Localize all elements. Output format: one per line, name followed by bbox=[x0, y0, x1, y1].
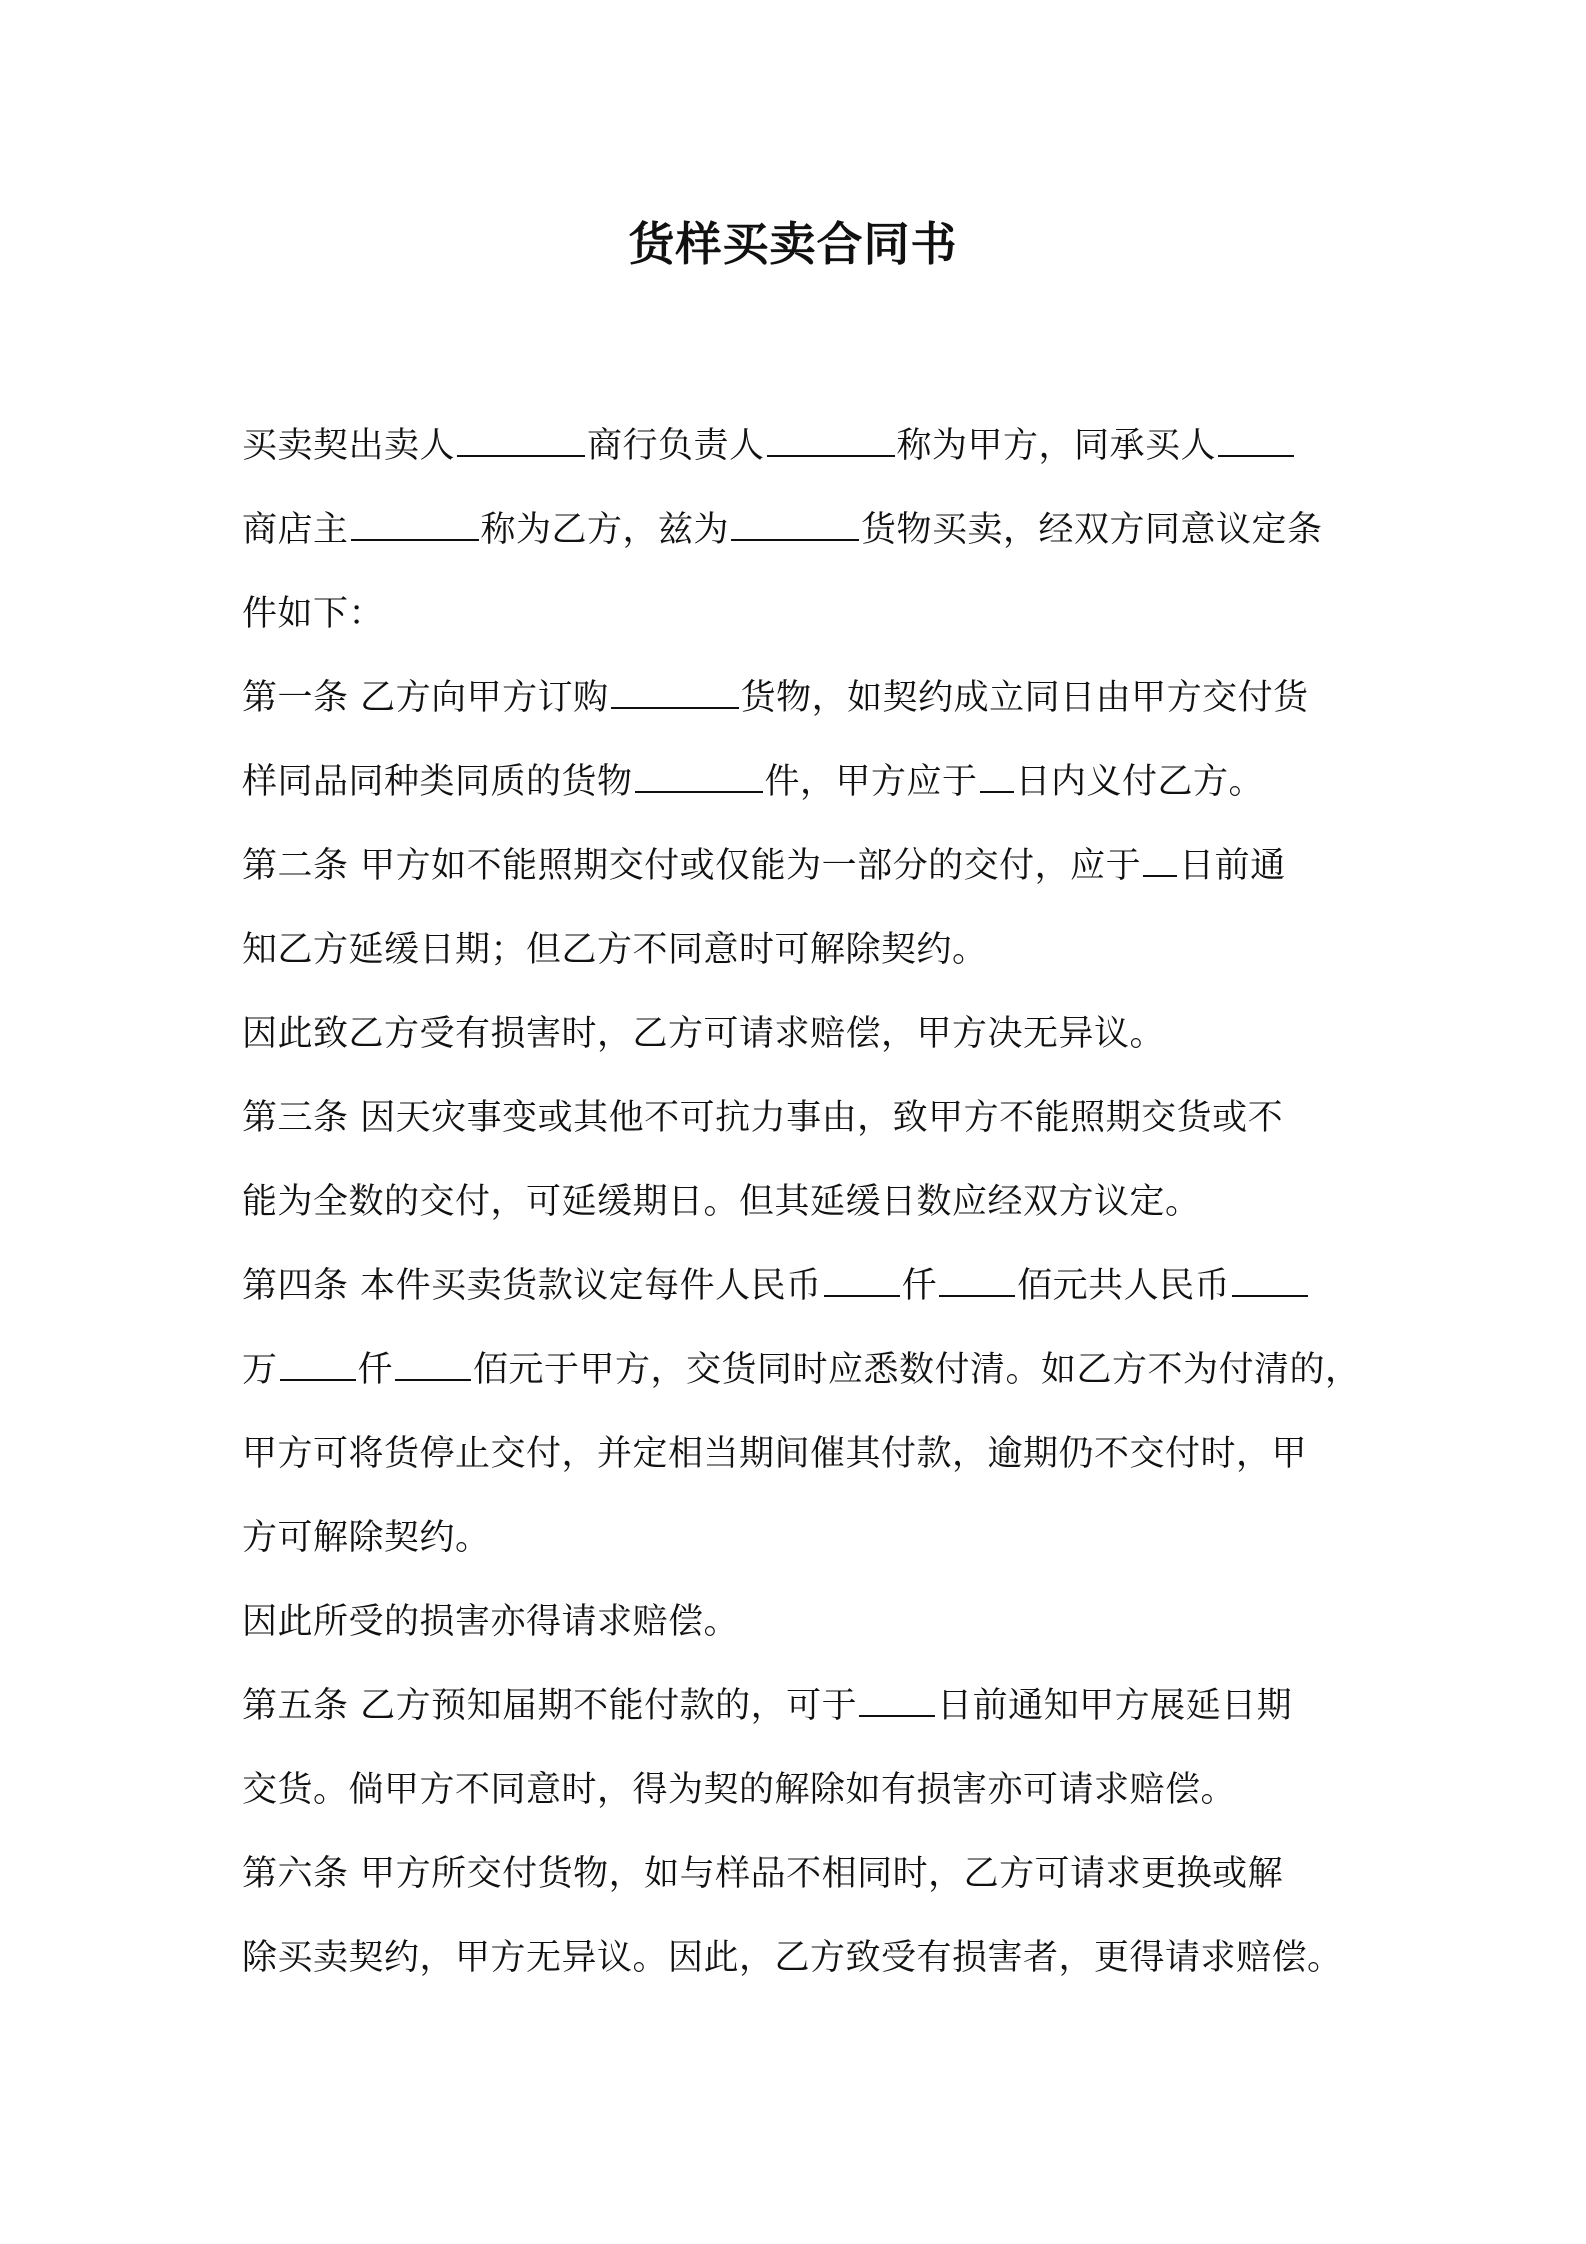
text-line bbox=[242, 1664, 1358, 1748]
fill-blank bbox=[1143, 845, 1177, 877]
fill-blank bbox=[1232, 1265, 1308, 1297]
text-line bbox=[242, 908, 1358, 992]
fill-blank bbox=[635, 761, 763, 793]
fill-blank bbox=[395, 1349, 471, 1381]
fill-blank bbox=[980, 761, 1014, 793]
text-segment: 日前通知甲方展延日期 bbox=[937, 1686, 1293, 1726]
text-segment: 能为全数的交付，可延缓期日。但其延缓日数应经双方议定。 bbox=[242, 1182, 1201, 1222]
text-line bbox=[242, 1916, 1358, 2000]
text-segment: 买卖契出卖人 bbox=[242, 426, 456, 466]
text-line bbox=[242, 992, 1358, 1076]
text-segment: 件如下： bbox=[242, 594, 385, 634]
text-segment: 称为甲方，同承买人 bbox=[896, 426, 1217, 466]
text-segment: 件，甲方应于 bbox=[764, 762, 978, 802]
text-segment: 货物，如契约成立同日由甲方交付货 bbox=[740, 678, 1309, 718]
text-line bbox=[242, 1832, 1358, 1916]
text-segment: 第六条 甲方所交付货物，如与样品不相同时，乙方可请求更换或解 bbox=[242, 1854, 1284, 1894]
text-line bbox=[242, 488, 1358, 572]
text-line bbox=[242, 572, 1358, 656]
text-line bbox=[242, 1496, 1358, 1580]
text-segment: 佰元于甲方，交货同时应悉数付清。如乙方不为付清的， bbox=[473, 1350, 1361, 1390]
fill-blank bbox=[859, 1685, 935, 1717]
contract-body bbox=[242, 404, 1361, 2000]
text-segment: 第一条 乙方向甲方订购 bbox=[242, 678, 609, 718]
text-line bbox=[242, 656, 1358, 740]
text-segment: 日内义付乙方。 bbox=[1015, 762, 1265, 802]
text-segment: 样同品同种类同质的货物 bbox=[242, 762, 633, 802]
text-line bbox=[242, 824, 1358, 908]
fill-blank bbox=[939, 1265, 1015, 1297]
fill-blank bbox=[1218, 425, 1294, 457]
text-line bbox=[242, 1076, 1358, 1160]
text-segment: 除买卖契约，甲方无异议。因此，乙方致受有损害者，更得请求赔偿。 bbox=[242, 1938, 1343, 1978]
text-segment: 因此所受的损害亦得请求赔偿。 bbox=[242, 1602, 740, 1642]
text-line bbox=[242, 740, 1358, 824]
text-segment: 商行负责人 bbox=[587, 426, 765, 466]
fill-blank bbox=[280, 1349, 356, 1381]
text-segment: 第五条 乙方预知届期不能付款的，可于 bbox=[242, 1686, 858, 1726]
text-segment: 仟 bbox=[901, 1266, 938, 1306]
text-segment: 交货。倘甲方不同意时，得为契的解除如有损害亦可请求赔偿。 bbox=[242, 1770, 1237, 1810]
text-segment: 佰元共人民币 bbox=[1017, 1266, 1231, 1306]
text-segment: 称为乙方，兹为 bbox=[480, 510, 730, 550]
text-segment: 第四条 本件买卖货款议定每件人民币 bbox=[242, 1266, 822, 1306]
text-line bbox=[242, 1244, 1358, 1328]
fill-blank bbox=[731, 509, 859, 541]
text-segment: 仟 bbox=[357, 1350, 394, 1390]
fill-blank bbox=[457, 425, 585, 457]
text-segment: 万 bbox=[242, 1350, 278, 1390]
text-segment: 第三条 因天灾事变或其他不可抗力事由，致甲方不能照期交货或不 bbox=[242, 1098, 1284, 1138]
fill-blank bbox=[824, 1265, 900, 1297]
text-line bbox=[242, 1580, 1358, 1664]
text-segment: 商店主 bbox=[242, 510, 349, 550]
text-line bbox=[242, 1328, 1361, 1412]
text-segment: 知乙方延缓日期；但乙方不同意时可解除契约。 bbox=[242, 930, 988, 970]
text-segment: 因此致乙方受有损害时，乙方可请求赔偿，甲方决无异议。 bbox=[242, 1014, 1166, 1054]
fill-blank bbox=[611, 677, 739, 709]
text-line bbox=[242, 1412, 1358, 1496]
document-title: 货样买卖合同书 bbox=[628, 217, 958, 271]
text-line bbox=[242, 1748, 1358, 1832]
text-segment: 甲方可将货停止交付，并定相当期间催其付款，逾期仍不交付时，甲 bbox=[242, 1434, 1308, 1474]
fill-blank bbox=[351, 509, 479, 541]
text-segment: 日前通 bbox=[1179, 846, 1286, 886]
text-segment: 货物买卖，经双方同意议定条 bbox=[861, 510, 1323, 550]
fill-blank bbox=[767, 425, 895, 457]
text-line bbox=[242, 1160, 1358, 1244]
text-segment: 方可解除契约。 bbox=[242, 1518, 491, 1558]
text-segment: 第二条 甲方如不能照期交付或仅能为一部分的交付，应于 bbox=[242, 846, 1142, 886]
text-line bbox=[242, 404, 1358, 488]
